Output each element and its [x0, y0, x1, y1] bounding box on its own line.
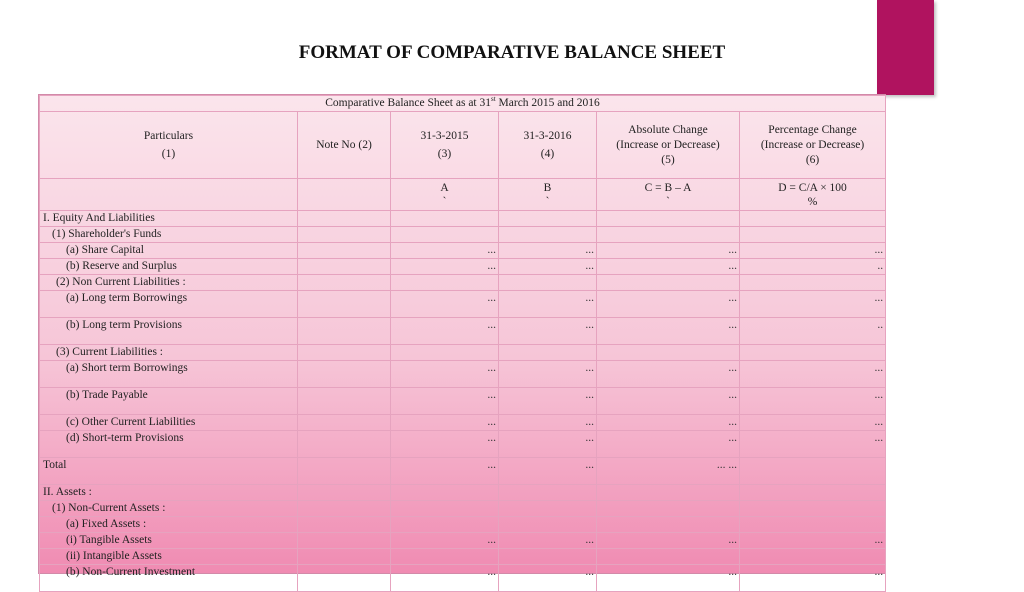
value-absolute-change	[597, 517, 740, 533]
value-percentage-change: ..	[740, 259, 886, 275]
value-absolute-change	[597, 345, 740, 361]
col-header-note-no	[298, 112, 391, 179]
value-2016: ...	[499, 533, 597, 549]
note-cell	[298, 243, 391, 259]
subheader-unit: %	[807, 195, 818, 208]
col-header-line: Absolute Change	[628, 123, 708, 136]
note-cell	[298, 458, 391, 485]
value-percentage-change: ...	[740, 565, 886, 592]
subheader-unit: `	[666, 195, 670, 208]
value-2015	[391, 227, 499, 243]
note-cell	[298, 388, 391, 415]
row-label: (1) Non-Current Assets :	[40, 501, 298, 517]
note-cell	[298, 318, 391, 345]
note-cell	[298, 227, 391, 243]
subheader-cell	[298, 179, 391, 211]
col-header-line: (Increase or Decrease)	[760, 138, 865, 151]
col-header-number: (3)	[437, 147, 452, 160]
col-header-line: Particulars	[143, 129, 194, 142]
row-label: (d) Short-term Provisions	[40, 431, 298, 458]
col-header-2015	[391, 112, 499, 179]
row-label: Total	[40, 458, 298, 485]
col-header-absolute-change	[597, 112, 740, 179]
value-2016: ...	[499, 361, 597, 388]
row-label: (i) Tangible Assets	[40, 533, 298, 549]
row-label: II. Assets :	[40, 485, 298, 501]
value-2015: ...	[391, 533, 499, 549]
row-label: (3) Current Liabilities :	[40, 345, 298, 361]
subheader-cell	[391, 179, 499, 211]
value-2016	[499, 227, 597, 243]
col-header-2016	[499, 112, 597, 179]
value-absolute-change: ...	[597, 533, 740, 549]
col-header-particulars	[40, 112, 298, 179]
col-header-line: 31-3-2015	[420, 129, 469, 142]
table-row	[40, 549, 886, 565]
value-percentage-change	[740, 501, 886, 517]
row-label: (ii) Intangible Assets	[40, 549, 298, 565]
subheader-cell	[597, 179, 740, 211]
value-2016: ...	[499, 415, 597, 431]
row-label: (1) Shareholder's Funds	[40, 227, 298, 243]
page-title: FORMAT OF COMPARATIVE BALANCE SHEET	[298, 42, 726, 63]
value-absolute-change	[597, 227, 740, 243]
note-cell	[298, 211, 391, 227]
value-2016: ...	[499, 318, 597, 345]
subheader-cell	[740, 179, 886, 211]
row-label: (a) Share Capital	[40, 243, 298, 259]
row-label: (b) Non-Current Investment	[40, 565, 298, 592]
value-2016: ...	[499, 388, 597, 415]
col-header-line: Note No (2)	[316, 138, 372, 151]
table-row	[40, 431, 886, 458]
note-cell	[298, 361, 391, 388]
value-2015	[391, 211, 499, 227]
note-cell	[298, 517, 391, 533]
caption-prefix: Comparative Balance Sheet as at 31	[325, 97, 491, 109]
table-row	[40, 211, 886, 227]
table-row	[40, 243, 886, 259]
value-absolute-change: ...	[597, 565, 740, 592]
value-absolute-change: ... ...	[597, 458, 740, 485]
note-cell	[298, 485, 391, 501]
value-absolute-change	[597, 211, 740, 227]
caption-suffix: March 2015 and 2016	[495, 97, 600, 109]
value-percentage-change: ...	[740, 533, 886, 549]
value-2015	[391, 549, 499, 565]
row-label: (b) Reserve and Surplus	[40, 259, 298, 275]
value-percentage-change	[740, 211, 886, 227]
value-2016	[499, 549, 597, 565]
value-2015: ...	[391, 291, 499, 318]
note-cell	[298, 345, 391, 361]
row-label: (b) Long term Provisions	[40, 318, 298, 345]
row-label: (b) Trade Payable	[40, 388, 298, 415]
caption-sup: st	[491, 95, 496, 104]
value-2015: ...	[391, 565, 499, 592]
table-row	[40, 565, 886, 592]
value-absolute-change	[597, 485, 740, 501]
note-cell	[298, 501, 391, 517]
table-row	[40, 388, 886, 415]
value-2016: ...	[499, 243, 597, 259]
subheader-unit: `	[545, 195, 550, 208]
table-row	[40, 533, 886, 549]
note-cell	[298, 431, 391, 458]
value-absolute-change: ...	[597, 388, 740, 415]
value-2015: ...	[391, 361, 499, 388]
subheader-cell	[40, 179, 298, 211]
value-2015	[391, 501, 499, 517]
note-cell	[298, 565, 391, 592]
value-absolute-change: ...	[597, 243, 740, 259]
col-header-number: (6)	[805, 153, 820, 166]
note-cell	[298, 259, 391, 275]
subheader-symbol: B	[543, 181, 552, 194]
row-label: (a) Fixed Assets :	[40, 517, 298, 533]
table-row	[40, 485, 886, 501]
row-label: (2) Non Current Liabilities :	[40, 275, 298, 291]
value-percentage-change: ...	[740, 361, 886, 388]
note-cell	[298, 275, 391, 291]
balance-sheet-table	[38, 94, 886, 578]
value-absolute-change: ...	[597, 361, 740, 388]
value-percentage-change: ...	[740, 291, 886, 318]
col-header-line: Percentage Change	[768, 123, 857, 136]
table-row	[40, 517, 886, 533]
note-cell	[298, 549, 391, 565]
table-row	[40, 275, 886, 291]
value-percentage-change: ...	[740, 431, 886, 458]
value-2016: ...	[499, 259, 597, 275]
value-2016: ...	[499, 565, 597, 592]
value-2015	[391, 345, 499, 361]
value-percentage-change	[740, 458, 886, 485]
table-row	[40, 501, 886, 517]
value-percentage-change	[740, 517, 886, 533]
value-2016	[499, 275, 597, 291]
value-absolute-change	[597, 549, 740, 565]
value-absolute-change: ...	[597, 431, 740, 458]
table-row	[40, 415, 886, 431]
value-2016	[499, 501, 597, 517]
value-percentage-change: ...	[740, 415, 886, 431]
table-row	[40, 259, 886, 275]
subheader-symbol: A	[440, 181, 449, 194]
col-header-number: (1)	[161, 147, 176, 160]
value-percentage-change	[740, 227, 886, 243]
table-row	[40, 361, 886, 388]
value-2016: ...	[499, 458, 597, 485]
table-row	[40, 318, 886, 345]
value-2015	[391, 485, 499, 501]
value-2015	[391, 517, 499, 533]
subheader-unit: `	[442, 195, 447, 208]
note-cell	[298, 415, 391, 431]
value-2016	[499, 211, 597, 227]
col-header-line: (Increase or Decrease)	[616, 138, 720, 151]
value-absolute-change: ...	[597, 318, 740, 345]
row-label: I. Equity And Liabilities	[40, 211, 298, 227]
value-2015: ...	[391, 431, 499, 458]
col-header-line: 31-3-2016	[523, 129, 572, 142]
value-percentage-change	[740, 485, 886, 501]
table-row	[40, 345, 886, 361]
table-row	[40, 291, 886, 318]
subheader-cell	[499, 179, 597, 211]
value-2016	[499, 517, 597, 533]
value-percentage-change	[740, 549, 886, 565]
comparative-balance-sheet	[39, 95, 886, 592]
value-absolute-change: ...	[597, 259, 740, 275]
value-2015: ...	[391, 415, 499, 431]
note-cell	[298, 291, 391, 318]
row-label: (a) Short term Borrowings	[40, 361, 298, 388]
table-row	[40, 227, 886, 243]
table-caption	[40, 96, 886, 112]
value-percentage-change: ...	[740, 243, 886, 259]
value-2015: ...	[391, 318, 499, 345]
value-2016: ...	[499, 431, 597, 458]
col-header-number: (4)	[540, 147, 555, 160]
value-2016: ...	[499, 291, 597, 318]
value-absolute-change: ...	[597, 415, 740, 431]
value-2016	[499, 345, 597, 361]
value-absolute-change	[597, 275, 740, 291]
subheader-symbol: D = C/A × 100	[778, 181, 847, 194]
value-2015: ...	[391, 388, 499, 415]
note-cell	[298, 533, 391, 549]
value-percentage-change: ..	[740, 318, 886, 345]
table-row	[40, 458, 886, 485]
value-absolute-change: ...	[597, 291, 740, 318]
value-percentage-change	[740, 345, 886, 361]
value-2015: ...	[391, 259, 499, 275]
row-label: (c) Other Current Liabilities	[40, 415, 298, 431]
col-header-number: (5)	[661, 153, 675, 166]
value-2015: ...	[391, 243, 499, 259]
value-2015: ...	[391, 458, 499, 485]
value-absolute-change	[597, 501, 740, 517]
col-header-percentage-change	[740, 112, 886, 179]
row-label: (a) Long term Borrowings	[40, 291, 298, 318]
subheader-symbol: C = B – A	[644, 181, 692, 194]
value-percentage-change: ...	[740, 388, 886, 415]
value-2015	[391, 275, 499, 291]
value-percentage-change	[740, 275, 886, 291]
value-2016	[499, 485, 597, 501]
